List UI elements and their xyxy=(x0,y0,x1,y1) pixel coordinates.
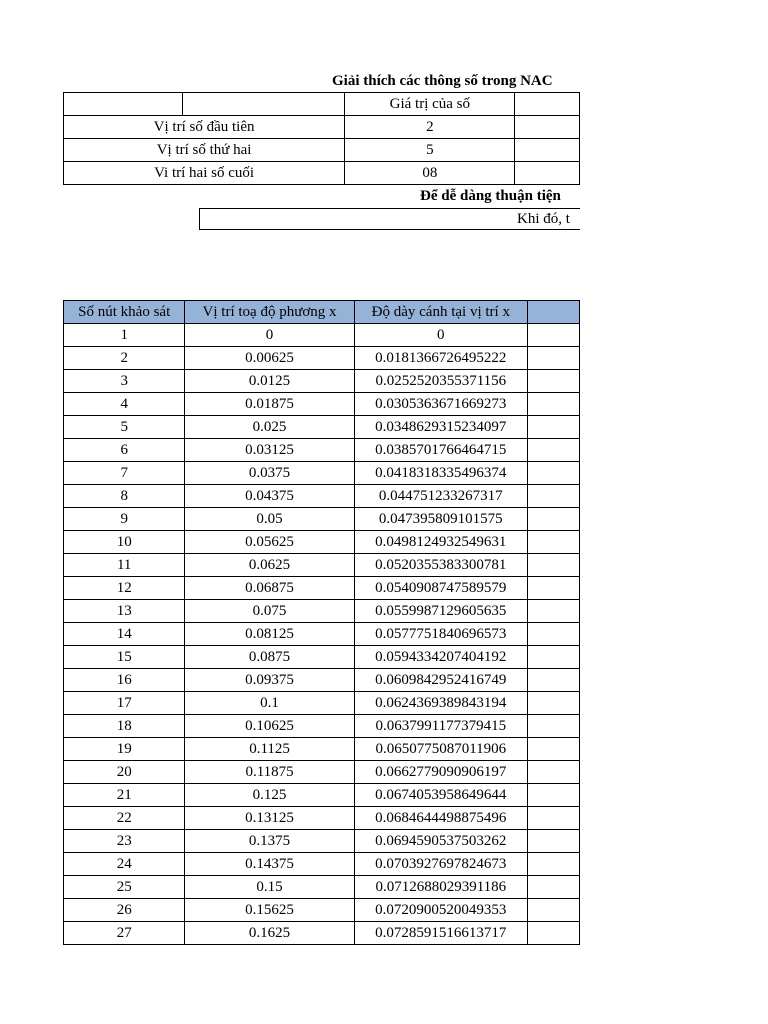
thickness-cell[interactable]: 0.0540908747589579 xyxy=(354,577,527,600)
thickness-cell[interactable]: 0.0637991177379415 xyxy=(354,715,527,738)
table-row xyxy=(64,899,580,922)
table-row xyxy=(64,830,580,853)
extra-cell[interactable] xyxy=(527,416,579,439)
x-position-cell[interactable]: 0.15625 xyxy=(185,899,354,922)
thickness-cell[interactable]: 0.0609842952416749 xyxy=(354,669,527,692)
param-header-row xyxy=(64,93,580,116)
node-cell[interactable]: 18 xyxy=(64,715,185,738)
thickness-cell[interactable]: 0.0559987129605635 xyxy=(354,600,527,623)
x-position-cell[interactable]: 0.14375 xyxy=(185,853,354,876)
header-node-count[interactable]: Số nút khảo sát xyxy=(64,301,185,324)
extra-cell[interactable] xyxy=(527,508,579,531)
thickness-cell[interactable]: 0.0703927697824673 xyxy=(354,853,527,876)
thickness-cell[interactable]: 0.0624369389843194 xyxy=(354,692,527,715)
node-cell[interactable]: 15 xyxy=(64,646,185,669)
table-row xyxy=(64,761,580,784)
node-cell[interactable]: 14 xyxy=(64,623,185,646)
thickness-cell[interactable]: 0.044751233267317 xyxy=(354,485,527,508)
x-position-cell[interactable]: 0.0375 xyxy=(185,462,354,485)
x-position-cell[interactable]: 0.1375 xyxy=(185,830,354,853)
x-position-cell[interactable]: 0.0625 xyxy=(185,554,354,577)
extra-cell[interactable] xyxy=(527,439,579,462)
node-cell[interactable]: 9 xyxy=(64,508,185,531)
extra-cell[interactable] xyxy=(527,692,579,715)
node-cell[interactable]: 10 xyxy=(64,531,185,554)
table-row xyxy=(64,853,580,876)
x-position-cell[interactable]: 0.04375 xyxy=(185,485,354,508)
node-cell[interactable]: 24 xyxy=(64,853,185,876)
extra-cell[interactable] xyxy=(527,554,579,577)
thickness-cell[interactable]: 0.0720900520049353 xyxy=(354,899,527,922)
x-position-cell[interactable]: 0.03125 xyxy=(185,439,354,462)
extra-cell[interactable] xyxy=(527,623,579,646)
extra-cell[interactable] xyxy=(527,600,579,623)
node-cell[interactable]: 1 xyxy=(64,324,185,347)
table-row xyxy=(64,462,580,485)
table-row xyxy=(64,807,580,830)
extra-cell[interactable] xyxy=(527,577,579,600)
node-cell[interactable]: 26 xyxy=(64,899,185,922)
sheet-title: Giải thích các thông số trong NAC xyxy=(332,73,553,89)
table-row xyxy=(64,370,580,393)
x-position-cell[interactable]: 0.09375 xyxy=(185,669,354,692)
node-cell[interactable]: 4 xyxy=(64,393,185,416)
table-row xyxy=(64,485,580,508)
node-cell[interactable]: 8 xyxy=(64,485,185,508)
x-position-cell[interactable]: 0.0875 xyxy=(185,646,354,669)
thickness-cell[interactable]: 0.047395809101575 xyxy=(354,508,527,531)
x-position-cell[interactable]: 0.10625 xyxy=(185,715,354,738)
node-cell[interactable]: 3 xyxy=(64,370,185,393)
thickness-cell[interactable]: 0.0712688029391186 xyxy=(354,876,527,899)
node-cell[interactable]: 13 xyxy=(64,600,185,623)
header-x-position[interactable]: Vị trí toạ độ phương x xyxy=(185,301,354,324)
table-row xyxy=(64,577,580,600)
thickness-cell[interactable]: 0.0252520355371156 xyxy=(354,370,527,393)
param-header-cell[interactable] xyxy=(64,93,183,116)
extra-cell[interactable] xyxy=(527,784,579,807)
extra-cell[interactable] xyxy=(527,669,579,692)
data-header-row xyxy=(64,301,580,324)
note-heading: Để dễ dàng thuận tiện xyxy=(420,188,561,204)
param-value[interactable]: 5 xyxy=(345,139,515,162)
table-row xyxy=(64,738,580,761)
thickness-cell[interactable]: 0.0728591516613717 xyxy=(354,922,527,945)
extra-cell[interactable] xyxy=(527,324,579,347)
x-position-cell[interactable]: 0.01875 xyxy=(185,393,354,416)
x-position-cell[interactable]: 0.1 xyxy=(185,692,354,715)
param-extra[interactable] xyxy=(515,139,580,162)
param-row xyxy=(64,116,580,139)
table-row xyxy=(64,646,580,669)
param-value[interactable]: 08 xyxy=(345,162,515,185)
x-position-cell[interactable]: 0.08125 xyxy=(185,623,354,646)
table-row xyxy=(64,416,580,439)
extra-cell[interactable] xyxy=(527,370,579,393)
x-position-cell[interactable]: 0.06875 xyxy=(185,577,354,600)
extra-cell[interactable] xyxy=(527,807,579,830)
node-cell[interactable]: 20 xyxy=(64,761,185,784)
thickness-cell[interactable]: 0.0694590537503262 xyxy=(354,830,527,853)
x-position-cell[interactable]: 0 xyxy=(185,324,354,347)
extra-cell[interactable] xyxy=(527,738,579,761)
node-cell[interactable]: 5 xyxy=(64,416,185,439)
x-position-cell[interactable]: 0.00625 xyxy=(185,347,354,370)
x-position-cell[interactable]: 0.15 xyxy=(185,876,354,899)
table-row xyxy=(64,715,580,738)
x-position-cell[interactable]: 0.075 xyxy=(185,600,354,623)
table-row xyxy=(64,876,580,899)
x-position-cell[interactable]: 0.1125 xyxy=(185,738,354,761)
x-position-cell[interactable]: 0.13125 xyxy=(185,807,354,830)
extra-cell[interactable] xyxy=(527,485,579,508)
param-extra[interactable] xyxy=(515,162,580,185)
thickness-cell[interactable]: 0.0181366726495222 xyxy=(354,347,527,370)
node-cell[interactable]: 12 xyxy=(64,577,185,600)
node-cell[interactable]: 25 xyxy=(64,876,185,899)
table-row xyxy=(64,922,580,945)
thickness-cell[interactable]: 0 xyxy=(354,324,527,347)
node-cell[interactable]: 23 xyxy=(64,830,185,853)
x-position-cell[interactable]: 0.025 xyxy=(185,416,354,439)
thickness-cell[interactable]: 0.0594334207404192 xyxy=(354,646,527,669)
node-cell[interactable]: 27 xyxy=(64,922,185,945)
thickness-cell[interactable]: 0.0418318335496374 xyxy=(354,462,527,485)
header-extra[interactable] xyxy=(527,301,579,324)
extra-cell[interactable] xyxy=(527,899,579,922)
node-cell[interactable]: 22 xyxy=(64,807,185,830)
extra-cell[interactable] xyxy=(527,462,579,485)
table-row xyxy=(64,669,580,692)
node-cell[interactable]: 11 xyxy=(64,554,185,577)
extra-cell[interactable] xyxy=(527,853,579,876)
x-position-cell[interactable]: 0.05 xyxy=(185,508,354,531)
thickness-cell[interactable]: 0.0650775087011906 xyxy=(354,738,527,761)
table-row xyxy=(64,623,580,646)
extra-cell[interactable] xyxy=(527,646,579,669)
x-position-cell[interactable]: 0.05625 xyxy=(185,531,354,554)
extra-cell[interactable] xyxy=(527,715,579,738)
param-label[interactable]: Vi trí hai số cuối xyxy=(64,162,345,185)
node-cell[interactable]: 16 xyxy=(64,669,185,692)
param-value[interactable]: 2 xyxy=(345,116,515,139)
table-row xyxy=(64,508,580,531)
thickness-cell[interactable]: 0.0305363671669273 xyxy=(354,393,527,416)
param-row xyxy=(64,139,580,162)
thickness-cell[interactable]: 0.0662779090906197 xyxy=(354,761,527,784)
node-cell[interactable]: 7 xyxy=(64,462,185,485)
table-row xyxy=(64,324,580,347)
thickness-cell[interactable]: 0.0348629315234097 xyxy=(354,416,527,439)
x-position-cell[interactable]: 0.125 xyxy=(185,784,354,807)
param-table xyxy=(63,92,580,185)
x-position-cell[interactable]: 0.11875 xyxy=(185,761,354,784)
note-text: Khi đó, t xyxy=(517,211,570,227)
table-row xyxy=(64,784,580,807)
param-label[interactable]: Vị trí số đầu tiên xyxy=(64,116,345,139)
table-row xyxy=(64,439,580,462)
table-row xyxy=(64,692,580,715)
extra-cell[interactable] xyxy=(527,761,579,784)
param-label[interactable]: Vị trí số thứ hai xyxy=(64,139,345,162)
extra-cell[interactable] xyxy=(527,393,579,416)
x-position-cell[interactable]: 0.1625 xyxy=(185,922,354,945)
table-row xyxy=(64,393,580,416)
extra-cell[interactable] xyxy=(527,347,579,370)
node-cell[interactable]: 21 xyxy=(64,784,185,807)
table-row xyxy=(64,554,580,577)
extra-cell[interactable] xyxy=(527,531,579,554)
param-header-cell[interactable]: Giá trị của số xyxy=(345,93,515,116)
node-cell[interactable]: 17 xyxy=(64,692,185,715)
node-cell[interactable]: 19 xyxy=(64,738,185,761)
thickness-cell[interactable]: 0.0684644498875496 xyxy=(354,807,527,830)
node-cell[interactable]: 2 xyxy=(64,347,185,370)
x-position-cell[interactable]: 0.0125 xyxy=(185,370,354,393)
extra-cell[interactable] xyxy=(527,922,579,945)
extra-cell[interactable] xyxy=(527,830,579,853)
param-header-cell[interactable] xyxy=(515,93,580,116)
extra-cell[interactable] xyxy=(527,876,579,899)
table-row xyxy=(64,600,580,623)
thickness-cell[interactable]: 0.0520355383300781 xyxy=(354,554,527,577)
param-extra[interactable] xyxy=(515,116,580,139)
table-row xyxy=(64,531,580,554)
thickness-cell[interactable]: 0.0385701766464715 xyxy=(354,439,527,462)
header-thickness[interactable]: Độ dày cánh tại vị trí x xyxy=(354,301,527,324)
thickness-cell[interactable]: 0.0498124932549631 xyxy=(354,531,527,554)
thickness-cell[interactable]: 0.0577751840696573 xyxy=(354,623,527,646)
param-header-cell[interactable] xyxy=(182,93,345,116)
thickness-cell[interactable]: 0.0674053958649644 xyxy=(354,784,527,807)
node-cell[interactable]: 6 xyxy=(64,439,185,462)
param-row xyxy=(64,162,580,185)
data-table xyxy=(63,300,580,945)
table-row xyxy=(64,347,580,370)
